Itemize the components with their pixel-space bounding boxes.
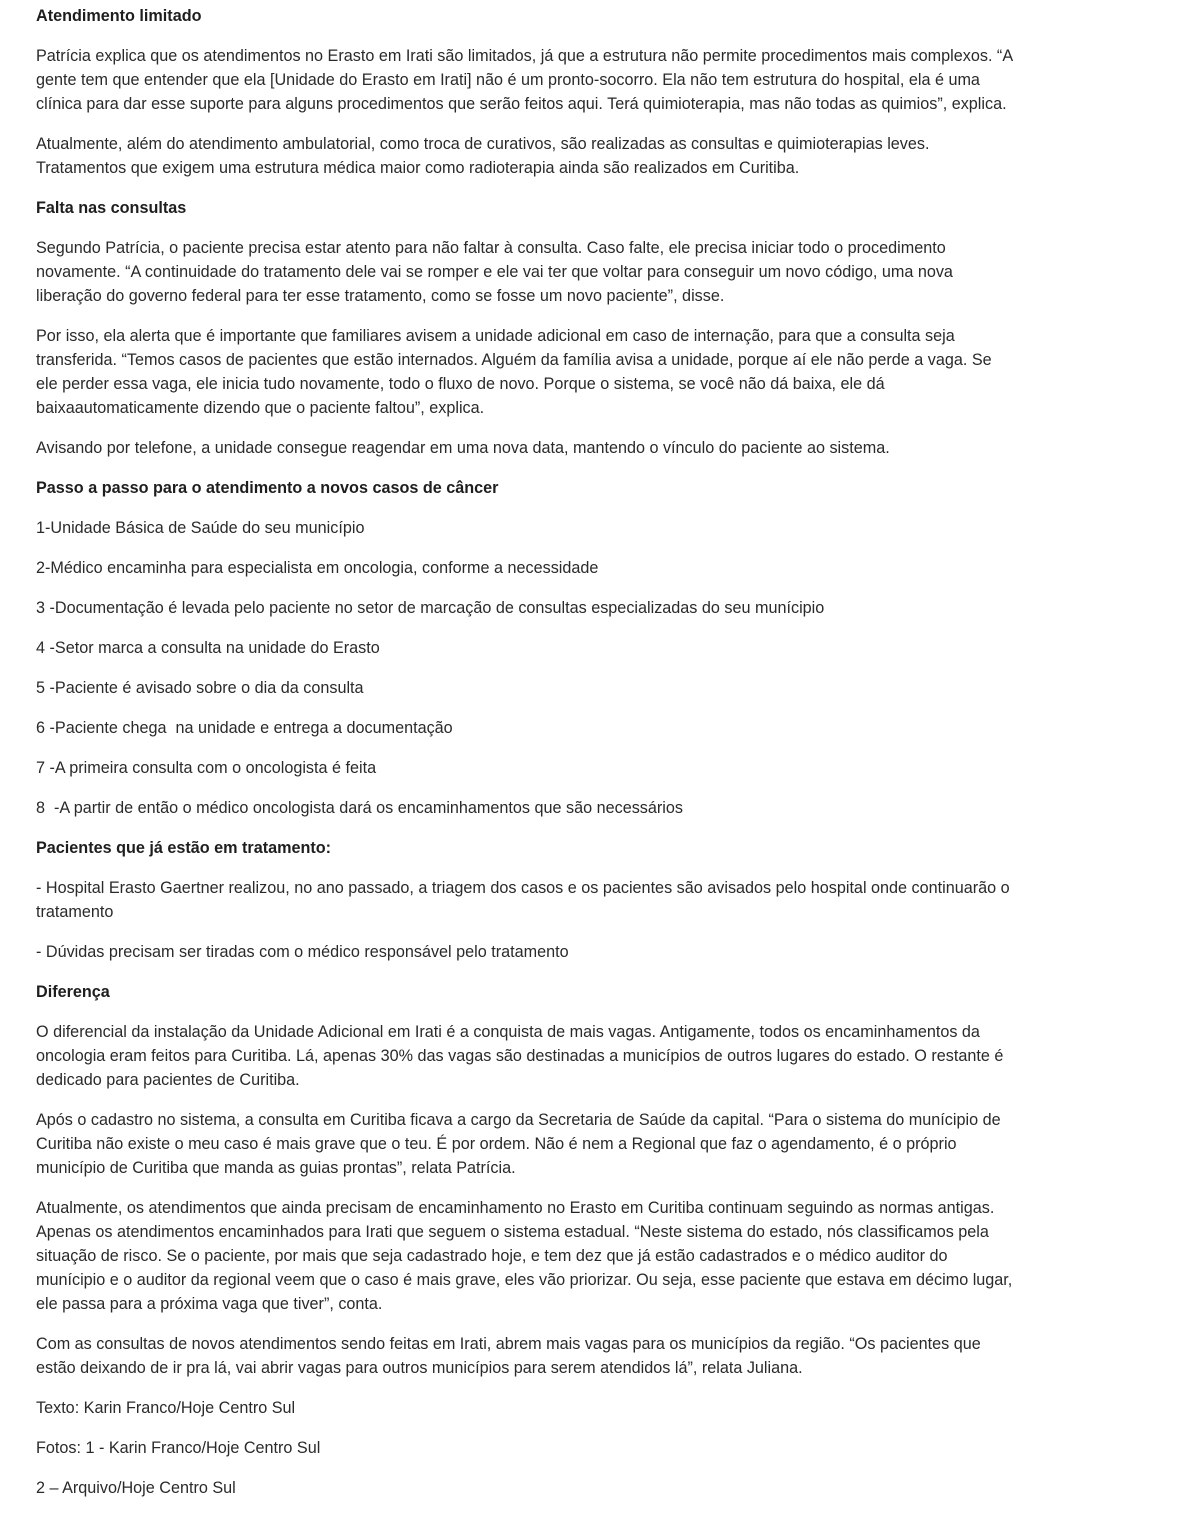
paragraph: Patrícia explica que os atendimentos no Erasto em Irati são limitados, já que a estrutura não permite procedimentos mais complexos. “A gente tem que entender que ela [Unidade do Erasto em Irati] não é um pronto-socorro. Ela não tem estrutura do hospital, ela é uma clínica para dar esse suporte para alguns procedimentos que serão feitos aqui. Terá quimioterapia, mas não todas as quimios”, explica. [36,47,1013,113]
paragraph: Atualmente, além do atendimento ambulatorial, como troca de curativos, são realizadas as consultas e quimioterapias leves. Tratamentos que exigem uma estrutura médica maior como radioterapia ainda são realizados em Curitiba. [36,135,930,177]
step-item: 1-Unidade Básica de Saúde do seu município [36,519,365,537]
section-heading: Passo a passo para o atendimento a novos casos de câncer [36,479,499,497]
paragraph: Por isso, ela alerta que é importante que familiares avisem a unidade adicional em caso de internação, para que a consulta seja transferida. “Temos casos de pacientes que estão internados. Alguém da família avisa a unidade, porque aí ele não perde a vaga. Se ele perder essa vaga, ele inicia tudo novamente, todo o fluxo de novo. Porque o sistema, se você não dá baixa, ele dá baixaautomaticamente dizendo que o paciente faltou”, explica. [36,327,992,417]
paragraph: Com as consultas de novos atendimentos sendo feitas em Irati, abrem mais vagas para os municípios da região. “Os pacientes que estão deixando de ir pra lá, vai abrir vagas para outros municípios para serem atendidos lá”, relata Juliana. [36,1335,981,1377]
paragraph: Avisando por telefone, a unidade consegue reagendar em uma nova data, mantendo o vínculo do paciente ao sistema. [36,439,890,457]
paragraph: Após o cadastro no sistema, a consulta em Curitiba ficava a cargo da Secretaria de Saúde da capital. “Para o sistema do munícipio de Curitiba não existe o meu caso é mais grave que o teu. É por ordem. Não é nem a Regional que faz o agendamento, é o próprio município de Curitiba que manda as guias prontas”, relata Patrícia. [36,1111,1001,1177]
bullet-item: - Hospital Erasto Gaertner realizou, no ano passado, a triagem dos casos e os pacientes são avisados pelo hospital onde continuarão o tratamento [36,879,1015,921]
section-diferenca [36,980,1016,1380]
step-item: 8 -A partir de então o médico oncologista dará os encaminhamentos que são necessários [36,799,683,817]
step-item: 5 -Paciente é avisado sobre o dia da consulta [36,679,364,697]
bullets-list [36,876,1016,964]
credit-photos: Fotos: 1 - Karin Franco/Hoje Centro Sul [36,1439,321,1457]
steps-list [36,516,1016,820]
credit-photos: 2 – Arquivo/Hoje Centro Sul [36,1479,236,1497]
bullet-item: - Dúvidas precisam ser tiradas com o médico responsável pelo tratamento [36,943,569,961]
section-heading: Atendimento limitado [36,7,202,25]
section-heading: Pacientes que já estão em tratamento: [36,839,332,857]
paragraph: Segundo Patrícia, o paciente precisa estar atento para não faltar à consulta. Caso falte, ele precisa iniciar todo o procedimento novamente. “A continuidade do tratamento dele vai se romper e ele vai ter que voltar para conseguir um novo código, uma nova liberação do governo federal para ter esse tratamento, como se fosse um novo paciente”, disse. [36,239,953,305]
step-item: 7 -A primeira consulta com o oncologista é feita [36,759,377,777]
step-item: 2-Médico encaminha para especialista em oncologia, conforme a necessidade [36,559,599,577]
section-heading: Diferença [36,983,110,1001]
section-falta-nas-consultas [36,196,1016,460]
section-passo-a-passo [36,476,1016,820]
article-body [36,4,1016,1516]
step-item: 6 -Paciente chega na unidade e entrega a documentação [36,719,453,737]
credits [36,1396,1016,1500]
step-item: 3 -Documentação é levada pelo paciente no setor de marcação de consultas especializadas do seu munícipio [36,599,825,617]
section-heading: Falta nas consultas [36,199,187,217]
paragraph: O diferencial da instalação da Unidade Adicional em Irati é a conquista de mais vagas. Antigamente, todos os encaminhamentos da oncologia eram feitos para Curitiba. Lá, apenas 30% das vagas são destinadas a municípios de outros lugares do estado. O restante é dedicado para pacientes de Curitiba. [36,1023,1004,1089]
credit-text: Texto: Karin Franco/Hoje Centro Sul [36,1399,296,1417]
section-atendimento-limitado [36,4,1016,180]
section-pacientes-em-tratamento [36,836,1016,964]
paragraph: Atualmente, os atendimentos que ainda precisam de encaminhamento no Erasto em Curitiba continuam seguindo as normas antigas. Apenas os atendimentos encaminhados para Irati que seguem o sistema estadual. “Neste sistema do estado, nós classificamos pela situação de risco. Se o paciente, por mais que seja cadastrado hoje, e tem dez que já estão cadastrados e o médico auditor do munícipio e o auditor da regional veem que o caso é mais grave, eles vão priorizar. Ou seja, esse paciente que estava em décimo lugar, ele passa para a próxima vaga que tiver”, conta. [36,1199,1013,1313]
step-item: 4 -Setor marca a consulta na unidade do Erasto [36,639,380,657]
